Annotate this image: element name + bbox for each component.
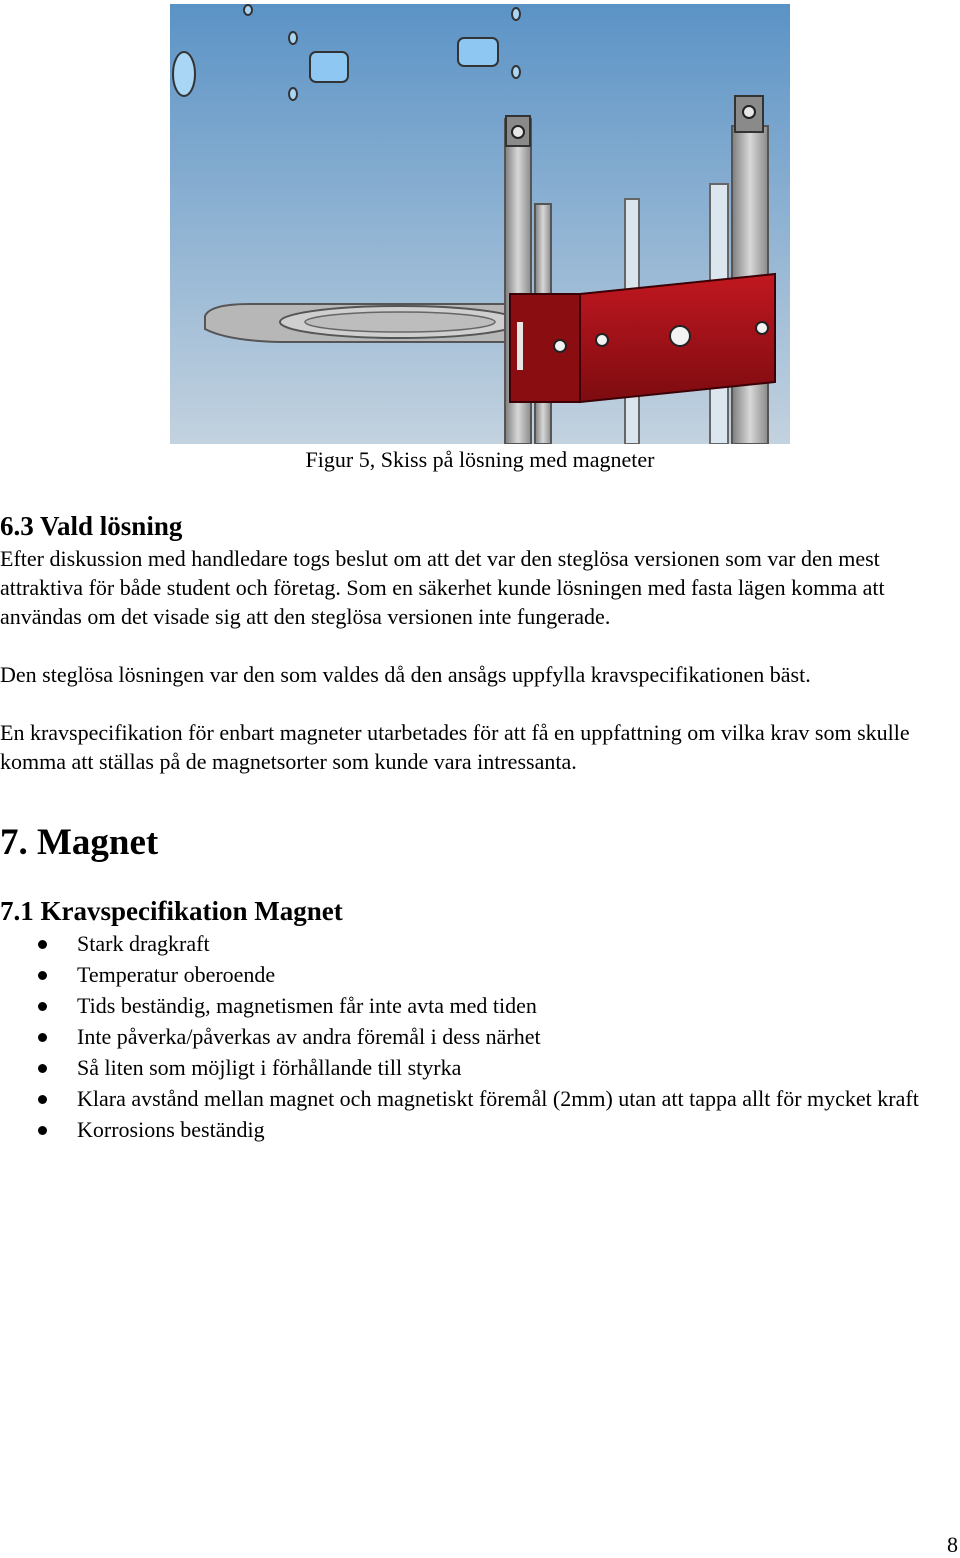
- bullet-icon: [38, 1033, 47, 1042]
- section-7-heading: 7. Magnet: [0, 822, 159, 863]
- requirements-list: [0, 929, 950, 1146]
- bullet-icon: [38, 1126, 47, 1135]
- bullet-icon: [38, 971, 47, 980]
- list-item: [0, 1115, 950, 1144]
- section-6-3-heading: 6.3 Vald lösning: [0, 511, 183, 541]
- cad-render-image: [170, 4, 790, 444]
- list-item: [0, 960, 950, 989]
- bullet-icon: [38, 940, 47, 949]
- list-item-text: Tids beständig, magnetismen får inte avta med tiden: [77, 993, 537, 1018]
- bullet-icon: [38, 1095, 47, 1104]
- list-item-text: Korrosions beständig: [77, 1117, 265, 1142]
- list-item-text: Så liten som möjligt i förhållande till styrka: [77, 1055, 462, 1080]
- list-item-text: Stark dragkraft: [77, 931, 210, 956]
- list-item: [0, 1022, 950, 1051]
- section-6-3-paragraph-1: Efter diskussion med handledare togs beslut om att det var den steglösa versionen som var den mest attraktiva för både student och företag. Som en säkerhet kunde lösningen med fasta lägen komma att användas om det visade sig att den steglösa versionen inte fungerade.: [0, 546, 885, 629]
- list-item: [0, 929, 950, 958]
- section-6-3-paragraph-2: Den steglösa lösningen var den som valdes då den ansågs uppfylla kravspecifikationen bäst.: [0, 662, 811, 687]
- bullet-icon: [38, 1064, 47, 1073]
- list-item: [0, 991, 950, 1020]
- section-6-3-paragraph-3: En kravspecifikation för enbart magneter utarbetades för att få en uppfattning om vilka krav som skulle komma att ställas på de magnetsorter som kunde vara intressanta.: [0, 720, 910, 774]
- bullet-icon: [38, 1002, 47, 1011]
- list-item-text: Temperatur oberoende: [77, 962, 276, 987]
- list-item-text: Klara avstånd mellan magnet och magnetiskt föremål (2mm) utan att tappa allt för mycket kraft: [77, 1086, 919, 1111]
- list-item: [0, 1084, 950, 1113]
- figure-caption: Figur 5, Skiss på lösning med magneter: [305, 447, 655, 472]
- cad-figure: [170, 4, 790, 444]
- list-item-text: Inte påverka/påverkas av andra föremål i dess närhet: [77, 1024, 541, 1049]
- list-item: [0, 1053, 950, 1082]
- page-number: 8: [947, 1532, 958, 1557]
- section-7-1-heading: 7.1 Kravspecifikation Magnet: [0, 896, 343, 926]
